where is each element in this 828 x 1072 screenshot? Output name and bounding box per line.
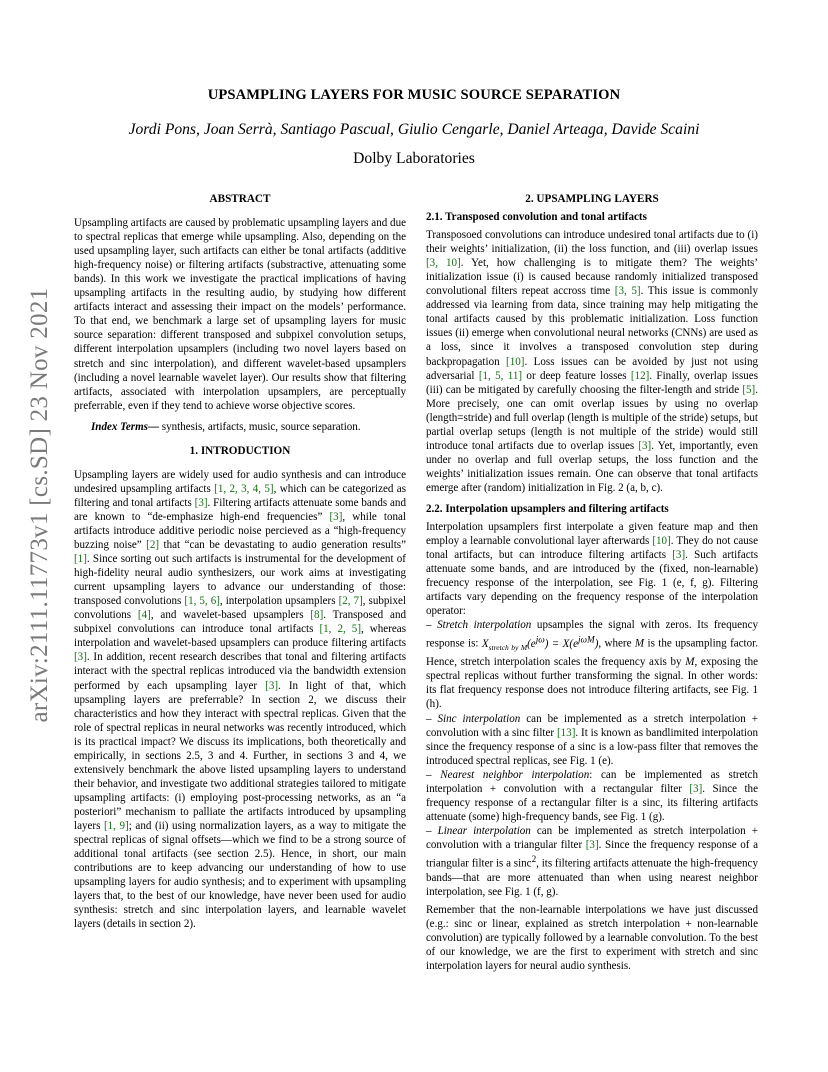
intro-text: . In light of that, which upsampling layers are preferrable? In section 2, we discuss their characteristics and how they interact with spectral replicas. Given that the role of spectral replicas in neural networks was recently introduced, which is its practical impact? We discuss its implications, both theoretically and empirically, in sections 2.5, 3 and 4. Further, in sections 3 and 4, we extensively benchmark the above listed upsampling layers to understand their behavior, and investigate two additional strategies tailored to mitigate upsampling artifacts: (i) employing post-processing networks, as an “a posteriori” mechanism to palliate the artifacts introduced by upsampling layers — [74, 679, 406, 832]
citation-link[interactable]: [1, 2, 5] — [319, 623, 361, 636]
citation-link[interactable]: [1, 2, 3, 4, 5] — [214, 482, 274, 495]
stretch-item — [426, 618, 758, 711]
intro-text: . Since sorting out such artifacts is instrumental for the development of high-fidelity neural audio synthesizers, our work aims at investigating current upsampling layers to advance our understanding of those: transposed convolutions — [74, 553, 406, 608]
citation-link[interactable]: [8] — [310, 609, 324, 622]
body-text: . Loss issues can be avoided by just not using adversarial — [426, 355, 758, 382]
eq-superscript: jωM — [577, 634, 595, 645]
superscript: 2 — [531, 853, 537, 864]
body-text: . Since the frequency response of a rectangular filter is a sinc, its filtering artifacts attenuate (some) high-frequency bands, see Fig. 1 (g). — [426, 782, 758, 823]
citation-link[interactable]: [3] — [194, 496, 208, 509]
body-text: Interpolation upsamplers first interpolate a given feature map and then employ a learnable convolutional layer afterwards — [426, 521, 758, 548]
citation-link[interactable]: [1, 9] — [103, 819, 129, 832]
body-text: . More precisely, one can omit overlap issues by using no overlap (length=stride) and full overlap (length is multiple of the stride) setups, but partial overlap setups (length is not multiple of the stride) would still introduce tonal artifacts due to overlap issues — [426, 383, 758, 452]
body-text: . Yet, how challenging is to mitigate them? The weights’ initialization issue (i) is caused because randomly initialized transposed convolutional filters repeat accross time — [426, 257, 759, 298]
citation-link[interactable]: [3] — [672, 549, 686, 562]
intro-text: , and wavelet-based upsamplers — [150, 609, 311, 622]
eq-part: X — [481, 638, 489, 651]
citation-link[interactable]: [3] — [265, 679, 279, 692]
intro-heading: 1. INTRODUCTION — [189, 444, 291, 457]
subsection-2-1-heading: 2.1. Transposed convolution and tonal artifacts — [426, 211, 647, 224]
term: Linear interpolation — [437, 824, 531, 837]
citation-link[interactable]: [3] — [74, 651, 87, 664]
list-dash: – — [426, 768, 441, 781]
transposed-paragraph — [426, 228, 758, 495]
eq-part: ) = X(e — [544, 638, 578, 651]
intro-text: Upsampling layers are widely used for audio synthesis and can introduce undesired upsampling artifacts — [74, 468, 406, 495]
body-text: . Finally, overlap issues (iii) can be mitigated by carefully choosing the filter-length and stride — [426, 369, 758, 396]
body-text: can be implemented as a stretch interpolation + convolution with a sinc filter — [426, 712, 758, 739]
list-dash: – — [426, 712, 438, 725]
eq-part: (e — [527, 638, 536, 651]
subsection-2-2-heading: 2.2. Interpolation upsamplers and filtering artifacts — [426, 502, 669, 515]
list-dash: – — [426, 824, 438, 837]
body-text: can be implemented as stretch interpolation + convolution with a triangular filter — [426, 824, 758, 851]
citation-link[interactable]: [1] — [74, 553, 87, 566]
closing-paragraph: Remember that the non-learnable interpolations we have just discussed (e.g.: sinc or linear, explained as stretch interpolation + non-learnable convolution) are typically followed by a learnable convolution. To the best of our knowledge, we are the first to experiment with stretch and sinc interpolation layers for neural audio synthesis. — [426, 903, 758, 972]
citation-link[interactable]: [5] — [742, 383, 756, 396]
body-text: . Yet, importantly, even under no overlap and full overlap setups, the loss function and the weights’ initialization issues remain. One can observe that tonal artifacts emerge after (random) initialization in Fig. 2 (a, b, c). — [426, 439, 758, 494]
citation-link[interactable]: [2, 7] — [338, 595, 363, 608]
math-var: M — [634, 638, 645, 651]
right-column — [426, 192, 758, 973]
arxiv-sidebar-stamp — [20, 270, 60, 740]
intro-text: , while tonal artifacts introduce additive periodic noise percieved as a “high-frequency buzzing noise” — [74, 510, 406, 552]
intro-text: , whereas interpolation and wavelet-based upsamplers can produce filtering artifacts — [74, 623, 406, 650]
body-text: . Since the frequency response of a triangular filter is a sinc — [426, 838, 758, 870]
citation-link[interactable]: [4] — [137, 609, 151, 622]
citation-link[interactable]: [3] — [329, 510, 343, 523]
body-text: . This issue is commonly addressed via learning from data, since training may help mitigating the tonal artifacts caused by this problematic initialization. Loss function issues (ii) emerge when convolutional neural networks (CNNs) are used as a loss, since it involves a transposed convolution step during backpropagation — [426, 285, 758, 368]
body-text: , exposing the spectral replicas without further transforming the signal. In other words: its flat frequency response does not introduce filtering artifacts, see Fig. 1 (h). — [426, 656, 758, 711]
equation — [481, 634, 599, 653]
citation-link[interactable]: [3] — [638, 439, 652, 452]
citation-link[interactable]: [3] — [689, 782, 703, 795]
list-dash: – — [426, 619, 438, 632]
citation-link[interactable]: [13] — [556, 726, 576, 739]
citation-link[interactable]: [3, 5] — [614, 285, 641, 298]
body-text: . Such artifacts attenuate some bands, and are introduced by the (fixed, non-learnable) frecuency response of the interpolation, see Fig. 1 (e, f, g). Filtering artifacts vary depending on the frequency response of the interpolation operator: — [426, 549, 758, 618]
intro-text: , subpixel convolutions — [74, 595, 406, 622]
sinc-item — [426, 712, 758, 768]
term: Stretch interpolation — [437, 619, 532, 632]
left-column — [74, 192, 406, 931]
intro-text: , which can be categorized as filtering and tonal artifacts — [74, 482, 406, 509]
interpolation-paragraph — [426, 520, 758, 618]
paper-affiliation: Dolby Laboratories — [353, 150, 475, 167]
body-text: , where — [598, 638, 635, 651]
citation-link[interactable]: [1, 5, 6] — [184, 595, 220, 608]
citation-link[interactable]: [2] — [146, 539, 160, 552]
term: Sinc interpolation — [437, 712, 521, 725]
body-text: . They do not cause tonal artifacts, but can introduce filtering artifacts — [426, 535, 758, 562]
intro-text: that “can be devastating to audio generation results” — [159, 539, 406, 552]
intro-text: . In addition, recent research describes that tonal and filtering artifacts interact with the spectral replicas introduced via the bandwidth extension performed by each upsampling layer — [74, 651, 406, 692]
intro-text: , interpolation upsamplers — [219, 595, 339, 608]
intro-text: ; and (ii) using normalization layers, as a way to mitigate the spectral replicas of signal offsets—which we find to be a strong source of additional tonal artifacts (see section 2.5). Hence, in short, our main contributions are to keep advancing our understanding of how to use upsampling layers for audio synthesis; and to experiment with upsampling layers that, to the best of our knowledge, have never been used for audio synthesis: stretch and sinc interpolation layers, and learnable wavelet layers (details in section 2). — [74, 819, 407, 931]
citation-link[interactable]: [12] — [630, 369, 650, 382]
citation-link[interactable]: [10] — [506, 355, 525, 368]
arxiv-id: arXiv:2111.11773v1 [cs.SD] 23 Nov 2021 — [26, 287, 53, 723]
index-terms-text: synthesis, artifacts, music, source separation. — [159, 420, 361, 433]
body-text: is the upsampling factor. Hence, stretch interpolation scales the frequency axis by — [426, 638, 758, 669]
intro-text: . Filtering artifacts attenuate some bands and are known to “de-emphasize high-end frequencies” — [74, 496, 406, 523]
citation-link[interactable]: [3] — [585, 838, 599, 851]
citation-link[interactable]: [1, 5, 11] — [478, 369, 523, 382]
body-text: : can be implemented as stretch interpolation + convolution with a rectangular filter — [426, 768, 758, 795]
body-text: upsamples the signal with zeros. Its frequency response is: — [426, 619, 758, 651]
body-text: , its filtering artifacts attenuate the high-frequency bands—that are more attenuated than when using nearest neighbor interpolation, see Fig. 1 (f, g). — [426, 857, 758, 898]
section2-heading: 2. UPSAMPLING LAYERS — [525, 193, 659, 205]
intro-text: . Transposed and subpixel convolutions can introduce tonal artifacts — [74, 609, 406, 636]
paper-title: UPSAMPLING LAYERS FOR MUSIC SOURCE SEPARATION — [207, 87, 621, 103]
eq-superscript: jω — [535, 634, 545, 645]
linear-item — [426, 824, 758, 899]
term: Nearest neighbor interpolation — [440, 768, 590, 781]
abstract-heading: ABSTRACT — [209, 193, 271, 205]
nearest-item — [426, 768, 758, 824]
abstract-text: Upsampling artifacts are caused by problematic upsampling layers and due to spectral replicas that emerge while upsampling. Also, depending on the used upsampling layer, such artifacts can either be tonal artifacts (additive high-frequency noise) or filtering artifacts (substractive, attenuating some bands). In this work we investigate the practical implications of having upsampling artifacts in the resulting audio, by studying how different artifacts interact and assessing their impact on the models’ performance. To that end, we benchmark a large set of upsampling layers for music source separation: different transposed and subpixel convolution setups, different interpolation upsamplers (including two novel layers based on stretch and sinc interpolation), and different wavelet-based upsamplers (including a novel learnable wavelet layer). Our results show that filtering artifacts, associated with interpolation upsamplers, are perceptually preferrable, even if they tend to achieve worse objective scores. — [74, 217, 406, 412]
body-text: . It is known as bandlimited interpolation since the frequency response of a sinc is a low-pass filter that removes the introduced spectral replicas, see Fig. 1 (e). — [426, 726, 758, 767]
eq-subscript: stretch by M — [488, 643, 528, 653]
citation-link[interactable]: [3, 10] — [426, 257, 461, 270]
eq-part: ) — [594, 638, 599, 651]
index-terms-label: Index Terms— — [91, 420, 160, 433]
citation-link[interactable]: [10] — [652, 535, 671, 548]
index-terms — [74, 420, 406, 434]
math-var: M — [685, 656, 695, 669]
body-text: Transposoed convolutions can introduce undesired tonal artifacts due to (i) their weights’ initialization, (ii) the loss function, and (iii) overlap issues — [426, 229, 758, 256]
paper-authors: Jordi Pons, Joan Serrà, Santiago Pascual, Giulio Cengarle, Daniel Arteaga, Davide Scaini — [128, 121, 700, 138]
body-text: or deep feature losses — [522, 369, 631, 382]
intro-paragraph — [74, 468, 406, 932]
